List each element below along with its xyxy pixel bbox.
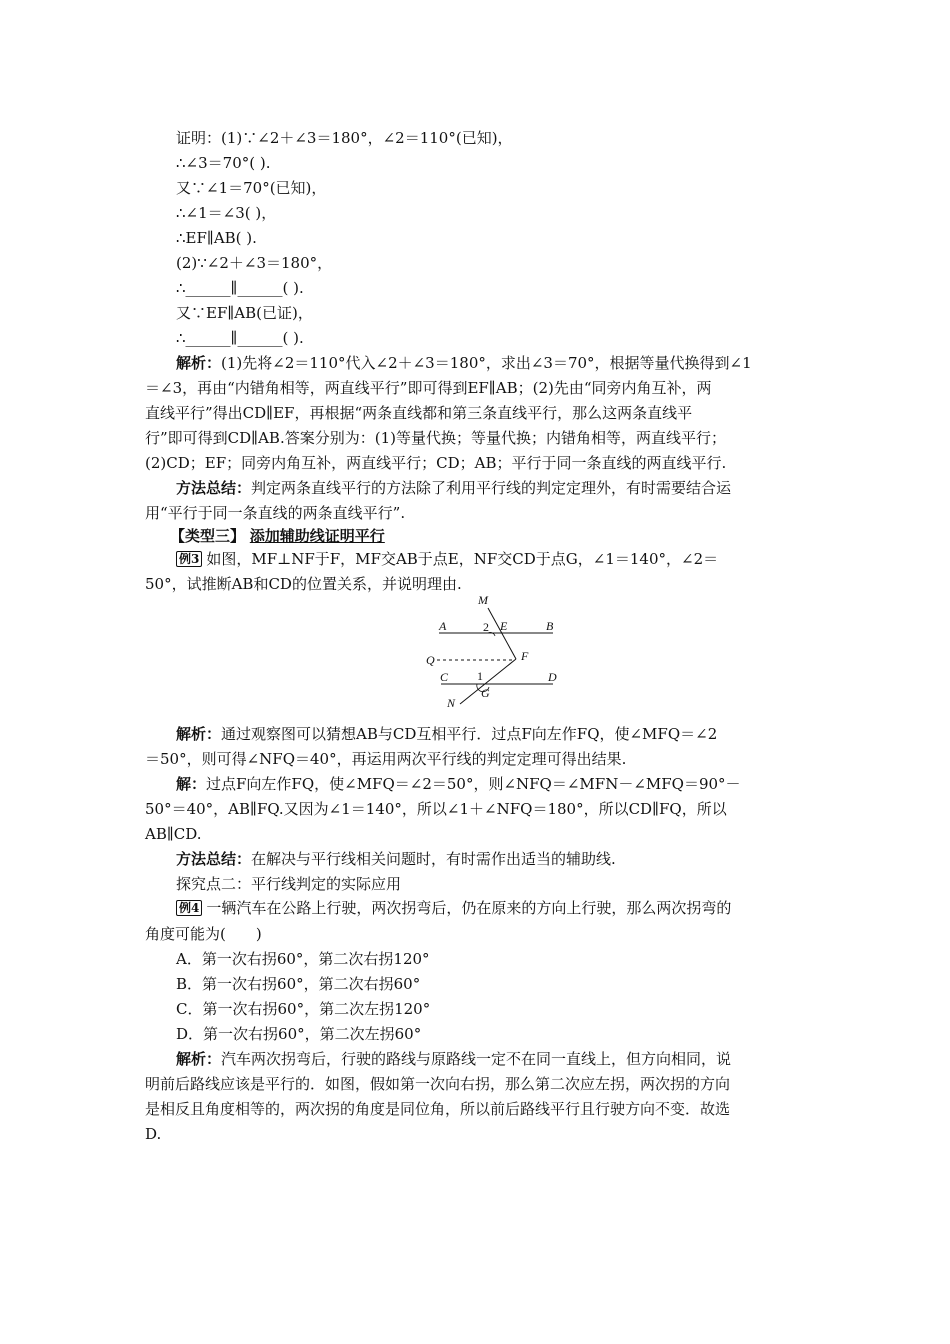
ex4-line-2: 角度可能为( ) <box>145 925 262 943</box>
ex4-text-1: 一辆汽车在公路上行驶，两次拐弯后，仍在原来的方向上行驶，那么两次拐弯的 <box>206 899 732 917</box>
solution3-line-3: AB∥CD. <box>145 825 202 843</box>
summary2-line-1 <box>176 478 731 498</box>
label-q: Q <box>426 653 435 667</box>
ex3-tag: 例3 <box>176 551 202 567</box>
proof-line-3: 又∵∠1＝70°(已知)， <box>176 179 327 197</box>
ex3-line-2: 50°，试推断AB和CD的位置关系，并说明理由. <box>145 575 462 593</box>
proof-line-8: 又∵EF∥AB(已证)， <box>176 304 313 322</box>
analysis3-line-2: ＝50°，则可得∠NFQ＝40°，再运用两次平行线的判定定理可得出结果. <box>145 750 627 768</box>
ex4-option-a: A．第一次右拐60°，第二次右拐120° <box>176 950 430 968</box>
solution3-text-1: 过点F向左作FQ，使∠MFQ＝∠2＝50°，则∠NFQ＝∠MFN－∠MFQ＝90°－ <box>206 775 741 793</box>
summary2-label: 方法总结： <box>176 479 252 497</box>
label-n: N <box>447 696 456 710</box>
label-c: C <box>440 670 449 684</box>
ex4-line-1 <box>176 898 731 918</box>
proof-line-6: (2)∵∠2＋∠3＝180°， <box>176 254 333 272</box>
point2-heading: 探究点二：平行线判定的实际应用 <box>176 875 402 893</box>
summary3-line-1 <box>176 849 616 869</box>
summary2-line-2: 用“平行于同一条直线的两条直线平行”. <box>145 504 406 522</box>
analysis4-label: 解析： <box>176 1050 222 1068</box>
analysis2-line-1 <box>176 353 752 373</box>
summary2-text-1: 判定两条直线平行的方法除了利用平行线的判定定理外，有时需要结合运 <box>251 479 732 497</box>
geometry-figure <box>415 594 565 712</box>
analysis4-text-1: 汽车两次拐弯后，行驶的路线与原路线一定不在同一直线上，但方向相同，说 <box>221 1050 732 1068</box>
label-f: F <box>521 649 529 663</box>
analysis4-line-2: 明前后路线应该是平行的．如图，假如第一次向右拐，那么第二次应左拐，两次拐的方向 <box>145 1075 731 1093</box>
analysis3-text-1: 通过观察图可以猜想AB与CD互相平行．过点F向左作FQ，使∠MFQ＝∠2 <box>221 725 718 743</box>
ex3-line-1 <box>176 549 718 569</box>
analysis2-text-1: (1)先将∠2＝110°代入∠2＋∠3＝180°，求出∠3＝70°，根据等量代换得到∠1 <box>221 354 752 372</box>
solution3-line-1 <box>176 774 741 794</box>
label-angle-2: 2 <box>483 620 489 634</box>
proof-line-4: ∴∠1＝∠3( )， <box>176 204 277 222</box>
proof-line-1: 证明：(1)∵∠2＋∠3＝180°，∠2＝110°(已知)， <box>176 129 513 147</box>
analysis2-line-5: (2)CD；EF；同旁内角互补，两直线平行；CD；AB；平行于同一条直线的两直线平行. <box>145 454 727 472</box>
analysis2-line-2: ＝∠3，再由“内错角相等，两直线平行”即可得到EF∥AB；(2)先由“同旁内角互补，两 <box>145 379 712 397</box>
label-g: G <box>481 686 490 700</box>
label-angle-1: 1 <box>477 669 483 683</box>
solution3-line-2: 50°＝40°，AB∥FQ.又因为∠1＝140°，所以∠1＋∠NFQ＝180°，所以CD∥FQ，所以 <box>145 800 727 818</box>
analysis4-line-3: 是相反且角度相等的，两次拐的角度是同位角，所以前后路线平行且行驶方向不变．故选 <box>145 1100 731 1118</box>
ex3-text-1: 如图，MF⊥NF于F，MF交AB于点E，NF交CD于点G，∠1＝140°，∠2＝ <box>206 550 719 568</box>
proof-line-2: ∴∠3＝70°( ). <box>176 154 271 172</box>
label-b: B <box>546 619 554 633</box>
label-d: D <box>548 670 557 684</box>
ex4-option-b: B．第一次右拐60°，第二次右拐60° <box>176 975 421 993</box>
solution3-label: 解： <box>176 775 207 793</box>
type3-bracket: 【类型三】 <box>170 527 246 545</box>
type3-title: 添加辅助线证明平行 <box>249 527 385 545</box>
analysis2-label: 解析： <box>176 354 222 372</box>
proof-line-7: ∴______∥______( ). <box>176 279 304 297</box>
analysis3-label: 解析： <box>176 725 222 743</box>
analysis4-line-4: D. <box>145 1125 162 1143</box>
analysis2-line-3: 直线平行”得出CD∥EF，再根据“两条直线都和第三条直线平行，那么这两条直线平 <box>145 404 693 422</box>
ex4-option-d: D．第一次右拐60°，第二次左拐60° <box>176 1025 422 1043</box>
ex4-tag: 例4 <box>176 900 202 916</box>
ex4-option-c: C．第一次右拐60°，第二次左拐120° <box>176 1000 431 1018</box>
proof-line-5: ∴EF∥AB( ). <box>176 229 257 247</box>
analysis4-line-1 <box>176 1049 731 1069</box>
analysis3-line-1 <box>176 724 717 744</box>
analysis2-line-4: 行”即可得到CD∥AB.答案分别为：(1)等量代换；等量代换；内错角相等，两直线平行； <box>145 429 726 447</box>
type3-heading <box>170 526 385 546</box>
proof-line-9: ∴______∥______( ). <box>176 329 304 347</box>
label-m: M <box>478 594 488 607</box>
summary3-text-1: 在解决与平行线相关问题时，有时需作出适当的辅助线. <box>251 850 616 868</box>
summary3-label: 方法总结： <box>176 850 252 868</box>
label-e: E <box>500 619 508 633</box>
label-a: A <box>439 619 447 633</box>
